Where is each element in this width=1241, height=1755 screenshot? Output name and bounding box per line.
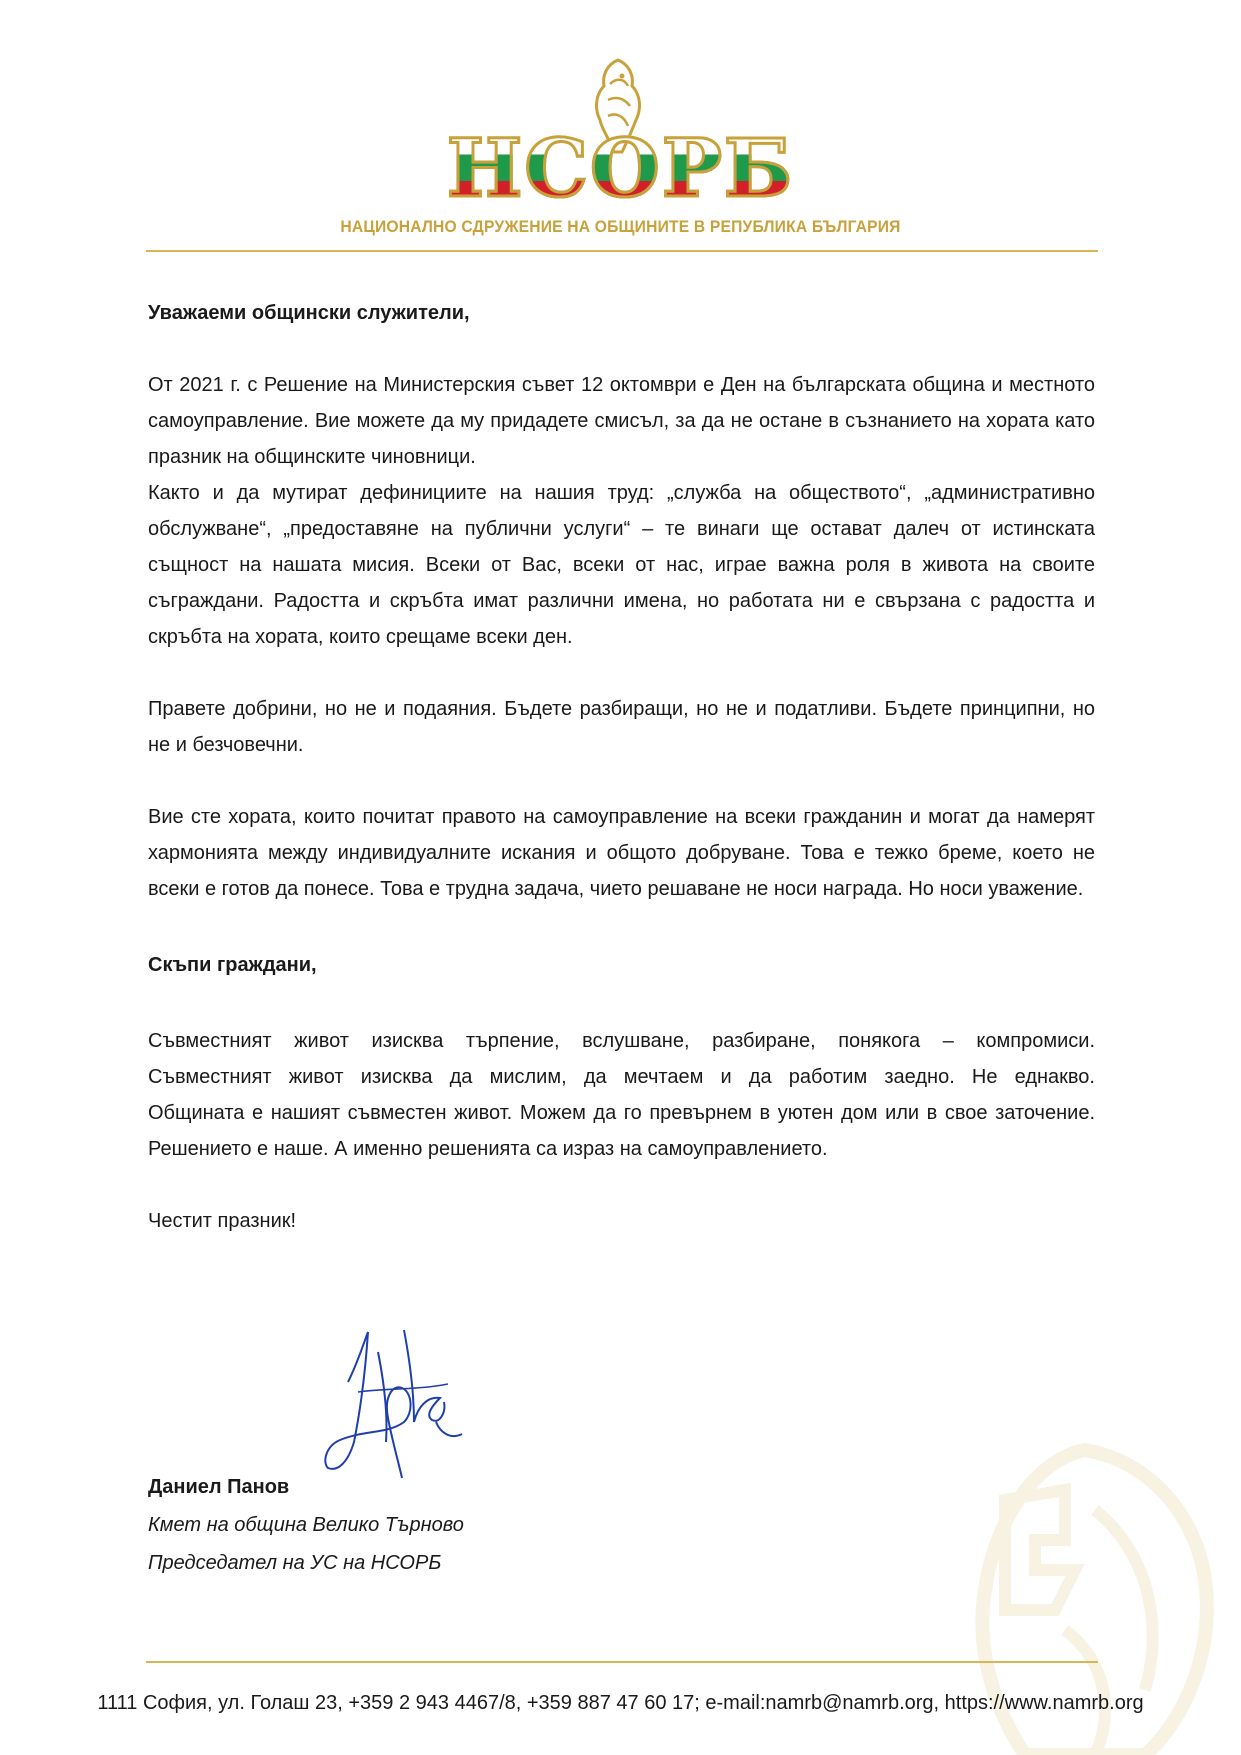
footer-divider xyxy=(146,1661,1098,1663)
paragraph-5-rest: Общината е нашият съвместен живот. Можем да го превърнем в уютен дом или в свое заточение. Решението е наше. А именно решенията са израз на самоуправлението. xyxy=(148,1102,1095,1160)
logo-text: НСОРБ xyxy=(0,128,1241,208)
signatory-name: Даниел Панов xyxy=(148,1476,290,1498)
paragraph-1: От 2021 г. с Решение на Министерския съвет 12 октомври е Ден на българската община и местното самоуправление. Вие можете да му придадете смисъл, за да не остане в съзнанието на хората като празник на общинските чиновници. xyxy=(148,374,1095,468)
paragraph-4: Вие сте хората, които почитат правото на самоуправление на всеки гражданин и могат да намерят хармонията между индивидуалните искания и общото добруване. Това е тежко бреме, което не всеки е готов да понесе. Това е трудна задача, чието решаване не носи награда. Но носи уважение. xyxy=(148,806,1095,900)
salutation-employees: Уважаеми общински служители, xyxy=(148,302,470,324)
paragraph-2: Както и да мутират дефинициите на нашия труд: „служба на обществото“, „административно обслужване“, „предоставяне на публични услуги“ – те винаги ще остават далеч от истинската същност на нашата мисия. Всеки от Вас, всеки от нас, играе важна роля в живота на своите съграждани. Радостта и скръбта имат различни имена, но работата ни е свързана с радостта и скръбта на хората, които срещаме всеки ден. xyxy=(148,482,1095,648)
handwritten-signature xyxy=(318,1322,488,1482)
letterhead xyxy=(0,0,1241,260)
closing-greeting: Честит празник! xyxy=(148,1210,297,1232)
signatory-block xyxy=(148,1468,464,1582)
salutation-citizens: Скъпи граждани, xyxy=(148,954,317,976)
letter-body xyxy=(148,295,1095,1239)
signatory-title-chairman: Председател на УС на НСОРБ xyxy=(148,1552,442,1574)
paragraph-5-line-1: Съвместният живот изисква търпение, вслушване, разбиране, понякога – компромиси. xyxy=(148,1030,1095,1052)
header-divider xyxy=(146,250,1098,252)
signatory-title-mayor: Кмет на община Велико Търново xyxy=(148,1514,464,1536)
footer-contact: 1111 София, ул. Голаш 23, +359 2 943 4467/8, +359 887 47 60 17; e-mail:namrb@namrb.org, https://www.namrb.org xyxy=(97,1692,1144,1714)
paragraph-3: Правете добрини, но не и подаяния. Бъдете разбиращи, но не и податливи. Бъдете принципни, но не и безчовечни. xyxy=(148,698,1095,756)
organization-name: НАЦИОНАЛНО СДРУЖЕНИЕ НА ОБЩИНИТЕ В РЕПУБЛИКА БЪЛГАРИЯ xyxy=(340,217,901,236)
paragraph-5-line-2: Съвместният живот изисква да мислим, да мечтаем и да работим заедно. Не еднакво. xyxy=(148,1066,1095,1088)
